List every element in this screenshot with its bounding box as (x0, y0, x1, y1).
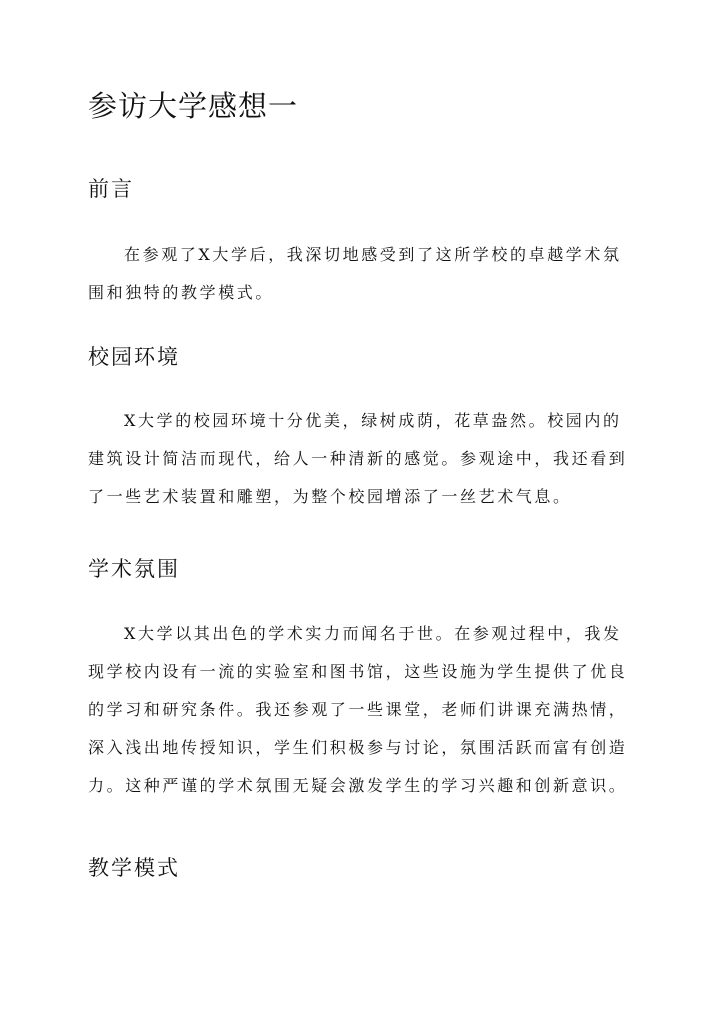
paragraph-line: 现学校内设有一流的实验室和图书馆，这些设施为学生提供了优良 (88, 662, 628, 681)
page-title: 参访大学感想一 (88, 89, 299, 123)
section-heading-campus: 校园环境 (88, 345, 180, 369)
paragraph-line: 围和独特的教学模式。 (88, 283, 275, 302)
section-paragraph-preface (88, 236, 636, 312)
paragraph-line: 建筑设计简洁而现代，给人一种清新的感觉。参观途中，我还看到 (88, 449, 628, 468)
paragraph-line: 在参观了X大学后，我深切地感受到了这所学校的卓越学术氛 (124, 245, 622, 264)
section-paragraph-academic (88, 615, 636, 805)
paragraph-line: 了一些艺术装置和雕塑，为整个校园增添了一丝艺术气息。 (88, 487, 572, 506)
paragraph-line: X大学以其出色的学术实力而闻名于世。在参观过程中，我发 (124, 624, 622, 643)
section-heading-academic: 学术氛围 (88, 557, 180, 581)
section-paragraph-campus (88, 402, 636, 516)
section-heading-teaching: 教学模式 (88, 856, 180, 880)
paragraph-line: 深入浅出地传授知识，学生们积极参与讨论，氛围活跃而富有创造 (88, 738, 628, 757)
section-heading-preface: 前言 (88, 177, 134, 201)
paragraph-line: 的学习和研究条件。我还参观了一些课堂，老师们讲课充满热情， (88, 700, 628, 719)
paragraph-line: X大学的校园环境十分优美，绿树成荫，花草盎然。校园内的 (124, 411, 622, 430)
paragraph-line: 力。这种严谨的学术氛围无疑会激发学生的学习兴趣和创新意识。 (88, 776, 628, 795)
